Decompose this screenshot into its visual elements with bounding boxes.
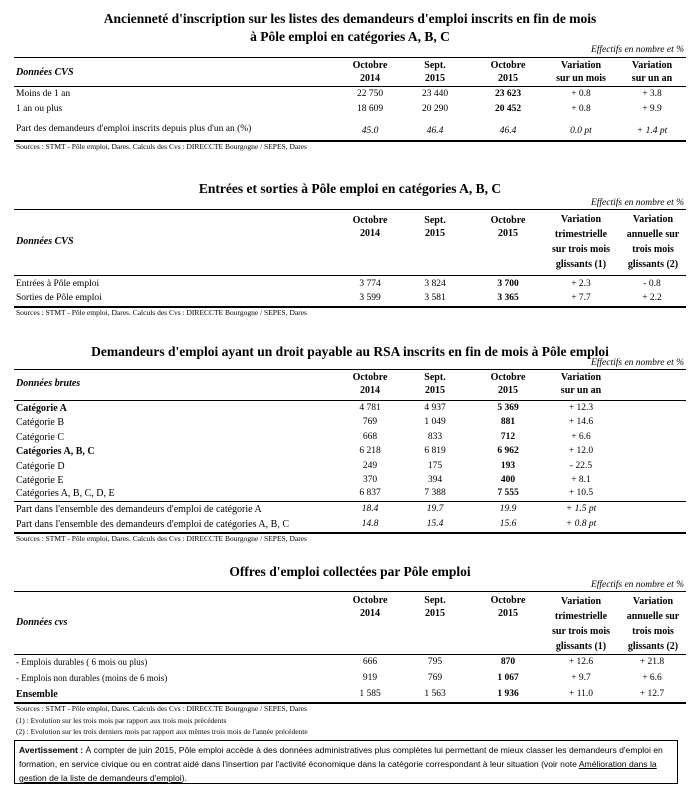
table1-col-oct2014: Octobre 2014 (352, 60, 388, 84)
table2-cell: + 2.2 (642, 293, 662, 303)
table2-col-oct2014: Octobre 2014 (352, 215, 388, 239)
table2-cell: 3 700 (497, 279, 519, 289)
table2-cell: 3 365 (497, 293, 519, 303)
table1-cell: 46.4 (499, 126, 517, 136)
table3-cell: + 12.3 (568, 403, 594, 413)
table1-cell: 23 623 (494, 89, 522, 99)
warning-box (14, 740, 678, 784)
table3-top-rule (14, 369, 686, 370)
table3-cell: 19.9 (499, 504, 517, 514)
table3-cell: 6 837 (359, 488, 381, 498)
table3-row-label: Catégorie A (16, 403, 67, 414)
table3-cell: 6 819 (424, 446, 446, 456)
table3-col-sept2015: Sept. 2015 (424, 372, 446, 396)
table4-cell: 1 067 (497, 673, 519, 683)
table1-cell: + 9.9 (642, 104, 662, 114)
table3-row-label: Catégories A, B, C (16, 446, 95, 457)
footnote-1: (1) : Evolution sur les trois mois par rapport aux trois mois précédents (16, 716, 227, 725)
table2-cell: 3 581 (424, 293, 446, 303)
table2-col-var-trim: Variation trimestrielle sur trois mois glissants (1) (552, 214, 610, 270)
table4-cell: 1 936 (497, 689, 519, 699)
table3-row-label: Catégorie D (16, 461, 65, 472)
effectifs-note: Effectifs en nombre et % (590, 580, 684, 590)
table2-cell: 3 774 (359, 279, 381, 289)
table2-row-label: Entrées à Pôle emploi (16, 279, 100, 289)
table1-row-label: Moins de 1 an (16, 89, 71, 99)
table4-cell: + 9.7 (571, 673, 591, 683)
table3-row-label: Catégorie C (16, 432, 65, 443)
table2-col-oct2015: Octobre 2015 (490, 215, 526, 239)
table3-col-var-an: Variation sur un an (560, 372, 602, 396)
table1-title-line1: Ancienneté d'inscription sur les listes des demandeurs d'emploi inscrits en fin de mois (103, 11, 597, 26)
table4-cell: 795 (427, 657, 443, 667)
table3-cell: + 6.6 (571, 432, 591, 442)
table1-top-rule (14, 57, 686, 58)
table3-cell: 15.4 (426, 519, 444, 529)
table1-title-line2: à Pôle emploi en catégories A, B, C (250, 29, 450, 44)
footnote-2: (2) : Evolution sur les trois derniers mois par rapport aux mêmes trois mois de l'année précédente (16, 727, 308, 736)
table4-cell: + 12.7 (639, 689, 665, 699)
table4-col-var-trim: Variation trimestrielle sur trois mois glissants (1) (552, 596, 610, 652)
table3-header-rule (14, 400, 686, 401)
table3-cell: 6 218 (359, 446, 381, 456)
table1-cell: 45.0 (361, 126, 379, 136)
table2-header-rule (14, 275, 686, 276)
table3-cell: 881 (500, 417, 516, 427)
table4-cell: 1 585 (359, 689, 381, 699)
table3-cell: + 8.1 (571, 475, 591, 485)
table3-row-label: Catégorie B (16, 417, 65, 428)
table3-cell: 394 (427, 475, 443, 485)
table3-cell: 668 (362, 432, 378, 442)
effectifs-note: Effectifs en nombre et % (590, 45, 684, 55)
table3-cell: 175 (427, 461, 443, 471)
table1-col-var-an: Variation sur un an (631, 60, 673, 84)
table3-cell: 400 (500, 475, 516, 485)
table2-cell: 3 824 (424, 279, 446, 289)
table1-cell: + 0.8 (571, 104, 591, 114)
table1-col-var-mois: Variation sur un mois (556, 60, 606, 84)
table1-header-rule (14, 86, 686, 87)
table3-cell: 4 781 (359, 403, 381, 413)
warning-link[interactable]: Amélioration dans la gestion de la liste de demandeurs d'emploi (19, 759, 657, 783)
table3-cell: 193 (500, 461, 516, 471)
table1-cell: + 3.8 (642, 89, 662, 99)
effectifs-note: Effectifs en nombre et % (590, 198, 684, 208)
table4-row-label: Ensemble (16, 689, 58, 700)
warning-end: ). (181, 773, 187, 783)
table3-cell: 833 (427, 432, 443, 442)
table4-cell: 919 (362, 673, 378, 683)
table4-row-header: Données cvs (16, 617, 68, 628)
table3-sources: Sources : STMT - Pôle emploi, Dares. Calculs des Cvs : DIRECCTE Bourgogne / SEPES, Dares (16, 534, 307, 543)
table2-cell: + 2.3 (571, 279, 591, 289)
table4-sources: Sources : STMT - Pôle emploi, Dares. Calculs des Cvs : DIRECCTE Bourgogne / SEPES, Dares (16, 704, 307, 713)
table2-cell: 3 599 (359, 293, 381, 303)
table3-cell: 4 937 (424, 403, 446, 413)
table2-title: Entrées et sorties à Pôle emploi en catégories A, B, C (198, 181, 502, 196)
table4-cell: 666 (362, 657, 378, 667)
table3-cell: 1 049 (424, 417, 446, 427)
table3-row-label: Part dans l'ensemble des demandeurs d'emploi de catégories A, B, C (16, 519, 289, 530)
table2-sources: Sources : STMT - Pôle emploi, Dares. Calculs des Cvs : DIRECCTE Bourgogne / SEPES, Dares (16, 308, 307, 317)
table3-cell: 249 (362, 461, 378, 471)
table3-cell: - 22.5 (569, 461, 593, 471)
table1-cell: 46.4 (426, 126, 444, 136)
table3-cell: 6 962 (497, 446, 519, 456)
warning-text: À compter de juin 2015, Pôle emploi accède à des données administratives plus complètes lui permettant de mieux classer les demandeurs d'emploi en formation, en service civique ou en contrat aidé dans l'insertion par l'activité économique dans la catégorie correspondant à leur situation (voir note (19, 745, 663, 769)
table1-cell: 0.0 pt (570, 126, 592, 136)
effectifs-note: Effectifs en nombre et % (590, 358, 684, 368)
table3-cell: 7 388 (424, 488, 446, 498)
table3-cell: 7 555 (497, 488, 519, 498)
table3-cell: + 14.6 (568, 417, 594, 427)
table4-col-sept2015: Sept. 2015 (424, 595, 446, 619)
table4-header-rule (14, 654, 686, 655)
table3-cell: 14.8 (361, 519, 379, 529)
table3-cell: + 12.0 (568, 446, 594, 456)
table3-cell: 19.7 (426, 504, 444, 514)
table4-col-oct2015: Octobre 2015 (490, 595, 526, 619)
table4-cell: + 6.6 (642, 673, 662, 683)
table4-row-label: - Emplois durables ( 6 mois ou plus) (16, 657, 148, 667)
table1-col-sept2015: Sept. 2015 (424, 60, 446, 84)
table1-row-label: 1 an ou plus (16, 104, 63, 114)
table1-cell: 18 609 (356, 104, 384, 114)
table3-cell: 5 369 (497, 403, 519, 413)
table3-cell: 18.4 (361, 504, 379, 514)
table3-cell: + 10.5 (568, 488, 594, 498)
table2-cell: - 0.8 (643, 279, 661, 289)
table2-col-sept2015: Sept. 2015 (424, 215, 446, 239)
table2-top-rule (14, 209, 686, 210)
table4-col-oct2014: Octobre 2014 (352, 595, 388, 619)
table3-mid-rule (14, 501, 686, 502)
table3-col-oct2014: Octobre 2014 (352, 372, 388, 396)
table3-row-label: Catégorie E (16, 475, 64, 486)
table1-cell: 23 440 (421, 89, 449, 99)
table3-cell: + 1.5 pt (565, 504, 597, 514)
table1-cell: 20 452 (494, 104, 522, 114)
table2-row-header: Données CVS (16, 236, 74, 247)
table1-cell: 22 750 (356, 89, 384, 99)
table4-cell: 870 (500, 657, 516, 667)
table3-row-header: Données brutes (16, 378, 81, 389)
warning-label: Avertissement : (19, 745, 84, 755)
table3-cell: + 0.8 pt (565, 519, 597, 529)
table3-row-label: Catégories A, B, C, D, E (16, 488, 115, 499)
table3-row-label: Part dans l'ensemble des demandeurs d'emploi de catégorie A (16, 504, 262, 515)
table4-cell: 1 563 (424, 689, 446, 699)
table4-col-var-annuelle: Variation annuelle sur trois mois glissants (2) (626, 596, 680, 652)
table1-cell: + 1.4 pt (636, 126, 668, 136)
table2-col-var-annuelle: Variation annuelle sur trois mois glissants (2) (626, 214, 680, 270)
table3-cell: 370 (362, 475, 378, 485)
table2-cell: + 7.7 (571, 293, 591, 303)
table1-cell: + 0.8 (571, 89, 591, 99)
table4-cell: 769 (427, 673, 443, 683)
table4-top-rule (14, 591, 686, 592)
table4-cell: + 21.8 (639, 657, 665, 667)
table3-title: Demandeurs d'emploi ayant un droit payable au RSA inscrits en fin de mois à Pôle emploi (91, 344, 609, 359)
table2-row-label: Sorties de Pôle emploi (16, 293, 102, 303)
table3-cell: 769 (362, 417, 378, 427)
table3-cell: 15.6 (499, 519, 517, 529)
table4-cell: + 11.0 (568, 689, 593, 699)
table4-title: Offres d'emploi collectées par Pôle emploi (229, 564, 471, 579)
table1-sources: Sources : STMT - Pôle emploi, Dares. Calculs des Cvs : DIRECCTE Bourgogne / SEPES, Dares (16, 142, 307, 151)
table1-row-label: Part des demandeurs d'emploi inscrits depuis plus d'un an (%) (16, 124, 252, 134)
table1-col-oct2015: Octobre 2015 (490, 60, 526, 84)
table1-row-header: Données CVS (16, 67, 74, 78)
table4-cell: + 12.6 (568, 657, 594, 667)
table4-row-label: - Emplois non durables (moins de 6 mois) (16, 673, 168, 683)
table3-col-oct2015: Octobre 2015 (490, 372, 526, 396)
table3-cell: 712 (500, 432, 516, 442)
table1-cell: 20 290 (421, 104, 449, 114)
